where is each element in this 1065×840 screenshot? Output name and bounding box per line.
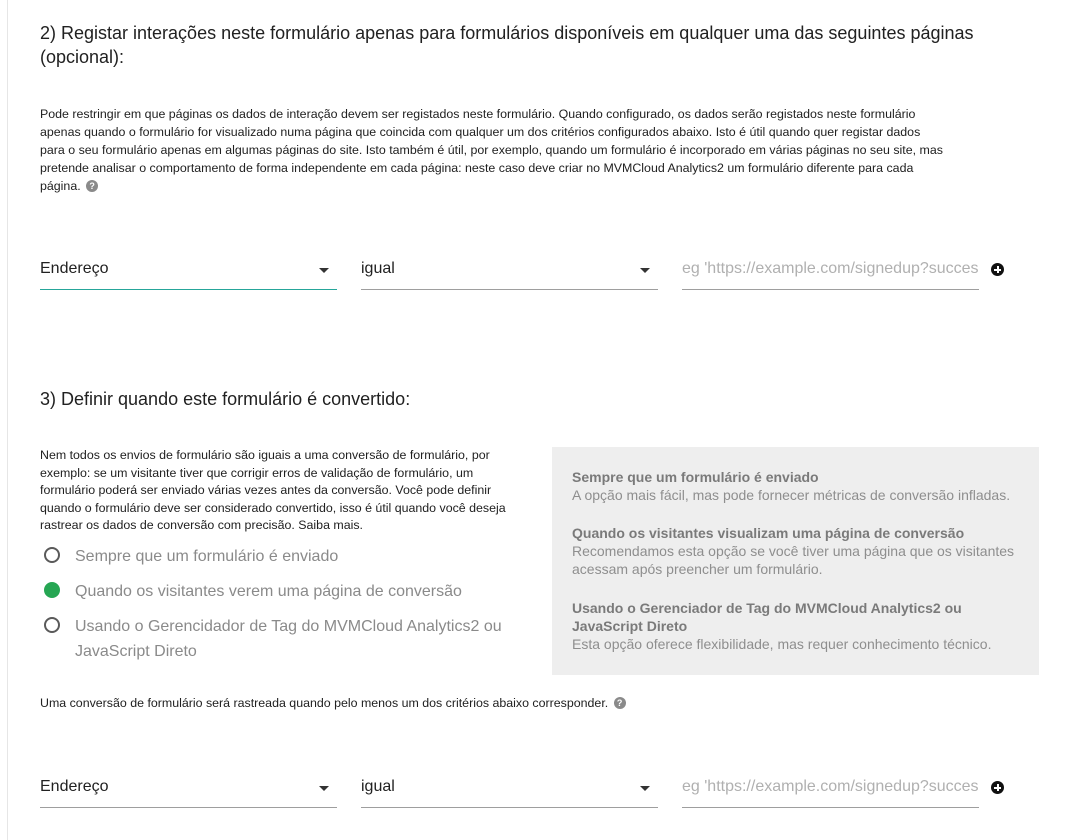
criteria-note-text: Uma conversão de formulário será rastreada quando pelo menos um dos critérios abaixo corresponder. [40, 696, 609, 710]
info-description: Recomendamos esta opção se você tiver uma página que os visitantes acessam após preencher um formulário. [572, 543, 1015, 577]
conversion-option-every-submit[interactable] [40, 544, 520, 569]
section3-comparison-select[interactable] [361, 767, 658, 808]
conversion-option-label: Sempre que um formulário é enviado [75, 548, 339, 565]
section2-description-text: Pode restringir em que páginas os dados de interação devem ser registados neste formulário. Quando configurado, os dados serão registados neste formulário apenas quando o formulário for visualizado numa página que coincida com qualquer um dos critérios configurados abaixo. Isto é útil quando quer registar dados para o seu formulário apenas em algumas páginas do site. Isto também é útil, por exemplo, quando um formulário é incorporado em várias páginas no seu site, mas pretende analisar o comportamento de forma independente em cada página: neste caso deve criar no MVMCloud Analytics2 um formulário diferente para cada página. [40, 107, 943, 193]
info-block-conversion-page [572, 524, 1027, 578]
section2-description [40, 105, 945, 195]
radio-unchecked-icon [44, 617, 60, 633]
add-rule-icon[interactable] [991, 781, 1004, 794]
radio-unchecked-icon [44, 547, 60, 563]
info-description: Esta opção oferece flexibilidade, mas requer conhecimento técnico. [572, 636, 992, 652]
section3-attribute-select[interactable] [40, 767, 337, 808]
section3-description: Nem todos os envios de formulário são iguais a uma conversão de formulário, por exemplo: se um visitante tiver que corrigir erros de validação de formulário, um formulário poderá ser enviado várias vezes antes da conversão. Você pode definir quando o formulário deve ser considerado convertido, isso é útil quando você deseja rastrear os dados de conversão com precisão. Saiba mais. [40, 448, 506, 532]
info-title: Quando os visitantes visualizam uma página de conversão [572, 525, 965, 541]
section2-url-input[interactable] [682, 249, 979, 290]
info-block-every-submit [572, 468, 1027, 504]
section2-comparison-value: igual [361, 260, 395, 277]
question-circle-icon[interactable]: ? [86, 180, 98, 192]
conversion-option-label: Usando o Gerencidador de Tag do MVMCloud Analytics2 ou JavaScript Direto [75, 618, 502, 660]
chevron-down-icon [319, 786, 329, 791]
chevron-down-icon [640, 268, 650, 273]
section3-title: 3) Definir quando este formulário é convertido: [40, 389, 411, 409]
add-rule-icon[interactable] [991, 263, 1004, 276]
section2-title: 2) Registar interações neste formulário apenas para formulários disponíveis em qualquer uma das seguintes páginas (opcional): [40, 23, 974, 67]
info-title: Usando o Gerenciador de Tag do MVMCloud Analytics2 ou JavaScript Direto [572, 600, 962, 634]
section2-attribute-value: Endereço [40, 260, 109, 277]
left-divider [7, 0, 8, 840]
radio-checked-icon [44, 582, 60, 598]
info-block-tag-manager [572, 599, 1027, 653]
question-circle-icon[interactable]: ? [614, 697, 626, 709]
section3-comparison-value: igual [361, 778, 395, 795]
chevron-down-icon [640, 786, 650, 791]
section2-attribute-select[interactable] [40, 249, 337, 290]
chevron-down-icon [319, 268, 329, 273]
section2-comparison-select[interactable] [361, 249, 658, 290]
conversion-option-tag-manager[interactable] [40, 614, 520, 664]
info-description: A opção mais fácil, mas pode fornecer métricas de conversão infladas. [572, 487, 1011, 503]
conversion-info-panel [552, 447, 1039, 675]
conversion-option-conversion-page[interactable] [40, 579, 520, 604]
conversion-option-label: Quando os visitantes verem uma página de conversão [75, 583, 462, 600]
criteria-note [40, 694, 940, 712]
info-title: Sempre que um formulário é enviado [572, 469, 819, 485]
section3-url-input[interactable] [682, 767, 979, 808]
section3-attribute-value: Endereço [40, 778, 109, 795]
